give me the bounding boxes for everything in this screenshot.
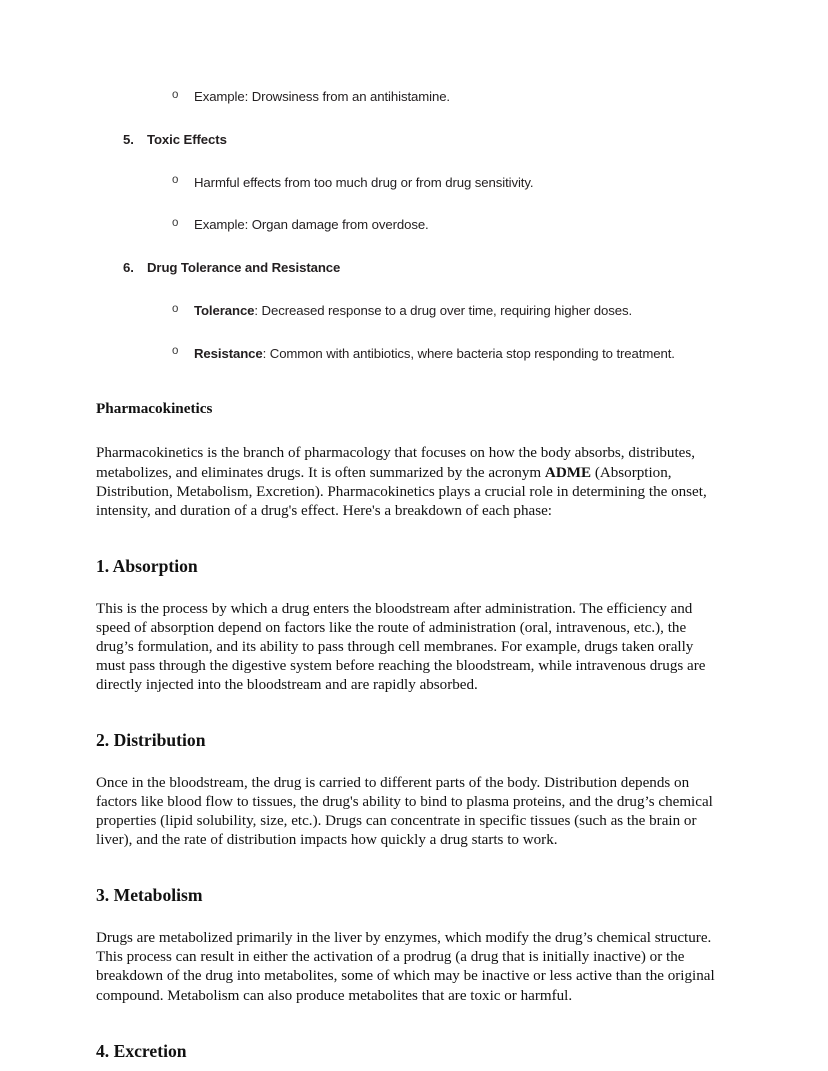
heading-excretion: 4. Excretion [96, 1040, 187, 1061]
list-item [96, 131, 726, 149]
paragraph-distribution: Once in the bloodstream, the drug is carried to different parts of the body. Distribution depends on factors like blood flow to tissues, the drug's ability to bind to plasma proteins, and the drug’s chemical properties (lipid solubility, size, etc.). Drugs can concentrate in specific tissues (such as the brain or liver), and the rate of distribution impacts how quickly a drug starts to work. [96, 775, 713, 849]
document-content [96, 88, 726, 1062]
list-number-marker: 6. [123, 260, 134, 276]
heading-metabolism: 3. Metabolism [96, 885, 203, 906]
list-item-text: : Decreased response to a drug over time, requiring higher doses. [254, 303, 633, 319]
list-item [96, 216, 726, 234]
intro-paragraph [96, 444, 726, 520]
spacer [96, 850, 726, 884]
acronym-adme: ADME [544, 464, 592, 481]
bullet-circle-icon: o [172, 174, 179, 187]
section-heading-pharmacokinetics: Pharmacokinetics [96, 399, 213, 417]
heading-distribution: 2. Distribution [96, 730, 206, 751]
spacer [96, 752, 726, 774]
list-item-text: Example: Drowsiness from an antihistamine. [194, 89, 450, 104]
intro-part-1: Pharmacokinetics is the branch of pharmacology that focuses on how the body absorbs, distributes, metabolizes, and eliminates drugs. It is often summarized by the acronym [96, 445, 696, 481]
intro-part-2: (Absorption, Distribution, Metabolism, Excretion). Pharmacokinetics plays a crucial role in determining the onset, intensity, and duration of a drug's effect. Here's a breakdown of each phase: [96, 464, 707, 519]
bullet-circle-icon: o [172, 302, 179, 315]
list-number-marker: 5. [123, 131, 134, 147]
spacer [96, 1006, 726, 1040]
bullet-circle-icon: o [172, 88, 179, 101]
spacer [96, 369, 726, 399]
list-item [96, 302, 726, 320]
spacer [96, 521, 726, 555]
list-item-text: Harmful effects from too much drug or from drug sensitivity. [194, 174, 534, 190]
list-item [96, 88, 726, 106]
list-item [96, 259, 726, 277]
list-item [96, 174, 726, 192]
paragraph-metabolism: Drugs are metabolized primarily in the liver by enzymes, which modify the drug’s chemical structure. This process can result in either the activation of a prodrug (a drug that is initially inactive) or the breakdown of the drug into metabolites, some of which may be inactive or less active than the original compound. Metabolism can also produce metabolites that are toxic or harmful. [96, 930, 715, 1004]
spacer [96, 418, 726, 444]
heading-absorption: 1. Absorption [96, 555, 198, 576]
paragraph-absorption: This is the process by which a drug enters the bloodstream after administration. The efficiency and speed of absorption depend on factors like the route of administration (oral, intravenous, etc.), the drug’s formulation, and its ability to pass through cell membranes. For example, drugs taken orally must pass through the digestive system before reaching the bloodstream, while intravenous drugs are directly injected into the bloodstream and are rapidly absorbed. [96, 600, 706, 694]
spacer [96, 240, 726, 259]
bullet-circle-icon: o [172, 345, 179, 358]
list-item-text: Drug Tolerance and Resistance [147, 260, 341, 276]
list-item-lead: Resistance [194, 345, 263, 361]
spacer [96, 578, 726, 600]
spacer [96, 695, 726, 729]
list-item-lead: Tolerance [194, 303, 255, 319]
list-item-text: Toxic Effects [147, 131, 227, 147]
list-item-text: Example: Organ damage from overdose. [194, 217, 429, 233]
list-item [96, 345, 726, 363]
spacer [96, 326, 726, 345]
spacer [96, 112, 726, 131]
spacer [96, 907, 726, 929]
spacer [96, 197, 726, 216]
spacer [96, 155, 726, 174]
bullet-circle-icon: o [172, 216, 179, 229]
list-item-text: : Common with antibiotics, where bacteria stop responding to treatment. [262, 345, 675, 361]
outline-list [96, 88, 726, 363]
spacer [96, 283, 726, 302]
